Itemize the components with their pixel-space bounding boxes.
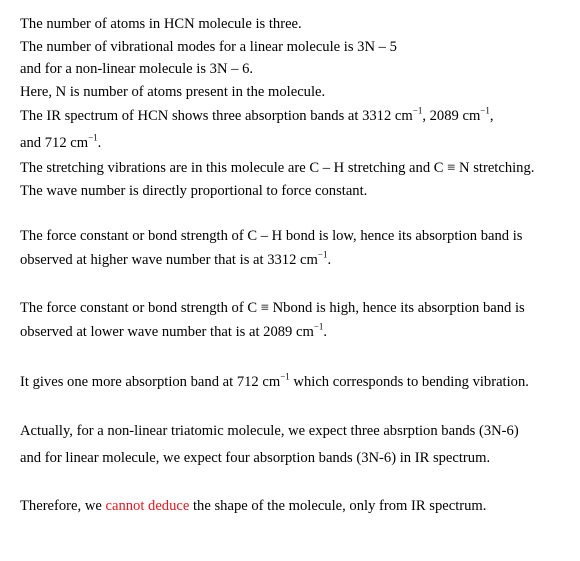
paragraph-gap xyxy=(20,472,572,495)
text-segment: and 712 cm xyxy=(20,135,89,151)
paragraph-gap xyxy=(20,274,572,297)
text-segment: which corresponds to bending vibration. xyxy=(289,373,529,390)
paragraph-conclusion xyxy=(20,495,572,518)
line-stretching: The stretching vibrations are in this molecule are C – H stretching and C ≡ N stretching. xyxy=(20,160,535,176)
line-ir-bands xyxy=(20,103,572,130)
superscript: −1 xyxy=(480,105,490,116)
text-segment: observed at higher wave number that is at 3312 cm xyxy=(20,252,318,268)
text-segment: Therefore, we xyxy=(20,497,106,514)
paragraph-ch-line1: The force constant or bond strength of C – H bond is low, hence its absorption band is xyxy=(20,227,523,244)
line-modes-nonlinear: and for a non-linear molecule is 3N – 6. xyxy=(20,61,254,77)
superscript: −1 xyxy=(313,321,324,332)
line-ir-bands-cont xyxy=(20,130,572,157)
text-segment: . xyxy=(97,135,102,151)
text-segment: the shape of the molecule, only from IR spectrum. xyxy=(189,497,487,514)
highlighted-phrase: cannot deduce xyxy=(105,497,190,514)
superscript: −1 xyxy=(412,105,423,116)
line-wave-number: The wave number is directly proportional to force constant. xyxy=(20,182,368,199)
text-segment: It gives one more absorption band at 712 cm xyxy=(20,373,281,390)
paragraph-triatomic-line1: Actually, for a non-linear triatomic molecule, we expect three absrption bands (3N-6) xyxy=(20,423,519,439)
paragraph-gap xyxy=(20,346,572,369)
paragraph-gap xyxy=(20,396,572,419)
paragraph-ch-line2 xyxy=(20,247,572,274)
document-body xyxy=(20,13,572,517)
line-modes-linear: The number of vibrational modes for a linear molecule is 3N – 5 xyxy=(20,38,397,55)
text-segment: The IR spectrum of HCN shows three absorption bands at 3312 cm xyxy=(20,108,413,124)
superscript: −1 xyxy=(88,132,98,143)
line-n-definition: Here, N is number of atoms present in the molecule. xyxy=(20,83,326,100)
paragraph-triatomic-line2: and for linear molecule, we expect four absorption bands (3N-6) in IR spectrum. xyxy=(20,450,491,466)
paragraph-bending xyxy=(20,369,572,396)
text-segment: observed at lower wave number that is at 2089 cm xyxy=(20,324,314,340)
text-segment: , 2089 cm xyxy=(422,108,481,124)
text-segment: . xyxy=(323,324,328,340)
superscript: −1 xyxy=(317,249,328,260)
line-atom-count: The number of atoms in HCN molecule is three. xyxy=(20,16,302,32)
paragraph-gap xyxy=(20,202,572,225)
text-segment: , xyxy=(489,108,494,124)
paragraph-cn-line1: The force constant or bond strength of C ≡ Nbond is high, hence its absorption band is xyxy=(20,299,525,316)
text-segment: . xyxy=(327,252,332,268)
paragraph-cn-line2 xyxy=(20,319,572,346)
superscript: −1 xyxy=(280,370,290,381)
